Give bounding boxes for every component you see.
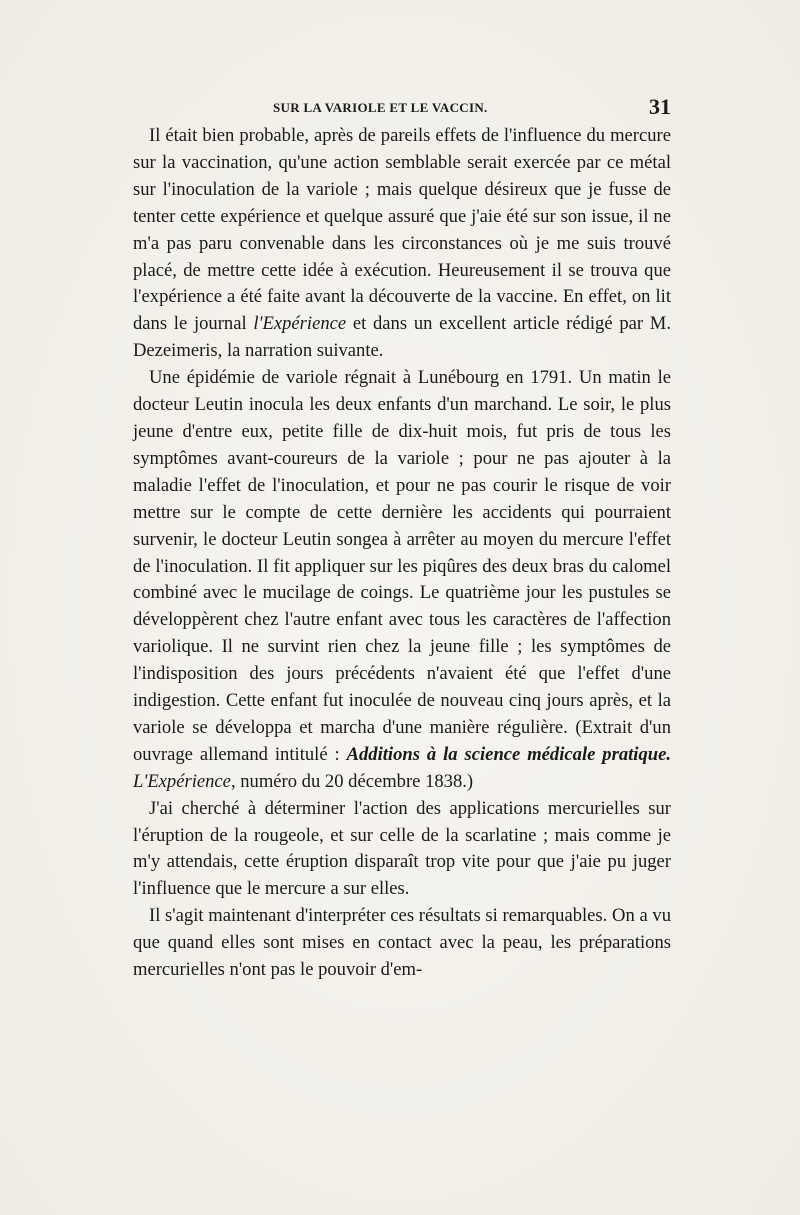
journal-title-2: L'Expérience: [133, 770, 231, 792]
paragraph-1-text-a: Il était bien probable, après de pareils effets de l'influence du mercure sur la vaccination, qu'une action semblable serait exercée par ce métal sur l'inoculation de la variole ; mais quelque désireux que je fusse de tenter cette expérience et quelque assuré que j'aie été sur son issue, il ne m'a pas paru convenable dans les circonstances où je me suis trouvé placé, de mettre cette idée à exécution. Heureusement il se trouva que l'expérience a été faite avant la découverte de la vaccine. En effet, on lit dans le journal: [133, 125, 671, 335]
paragraph-2: [133, 365, 671, 796]
paragraph-3: J'ai cherché à déterminer l'action des applications mercurielles sur l'éruption de la rougeole, et sur celle de la scarlatine ; mais comme je m'y attendais, cette éruption disparaît trop vite pour que j'aie pu juger l'influence que le mercure a sur elles.: [133, 797, 671, 900]
paragraph-4: Il s'agit maintenant d'interpréter ces résultats si remarquables. On a vu que quand elles sont mises en contact avec la peau, les préparations mercurielles n'ont pas le pouvoir d'em-: [133, 905, 671, 981]
work-title: Additions à la science médicale pratique.: [346, 743, 671, 765]
paragraph-1: [133, 123, 671, 365]
paragraph-2-text-b: , numéro du 20 décembre 1838.): [230, 770, 474, 792]
body-text: [133, 123, 671, 984]
paragraph-2-text-a: Une épidémie de variole régnait à Lunébourg en 1791. Un matin le docteur Leutin inocula les deux enfants d'un marchand. Le soir, le plus jeune d'entre eux, petite fille de dix-huit mois, fut pris de tous les symptômes avant-coureurs de la variole ; pour ne pas ajouter à la maladie l'effet de l'inoculation, et pour ne pas courir le risque de voir mettre sur le compte de cette dernière les accidents qui pourraient survenir, le docteur Leutin songea à arrêter au moyen du mercure l'effet de l'inoculation. Il fit appliquer sur les piqûres des deux bras du calomel combiné avec le mucilage de coings. Le quatrième jour les pustules se développèrent chez l'autre enfant avec tous les caractères de l'affection variolique. Il ne survint rien chez la jeune fille ; les symptômes de l'indisposition des jours précédents n'avaient été que l'effet d'une indigestion. Cette enfant fut inoculée de nouveau cinq jours après, et la variole se développa et marcha d'une manière régulière. (Extrait d'un ouvrage allemand intitulé :: [133, 367, 671, 765]
paragraph-1-text-b: et dans un excellent article rédigé par M. Dezeimeris, la narration suivante.: [133, 313, 671, 362]
page-header: [133, 94, 671, 124]
journal-title: l'Expérience: [253, 313, 347, 335]
running-title: SUR LA VARIOLE ET LE VACCIN.: [273, 100, 488, 115]
page-number: 31: [649, 94, 671, 119]
